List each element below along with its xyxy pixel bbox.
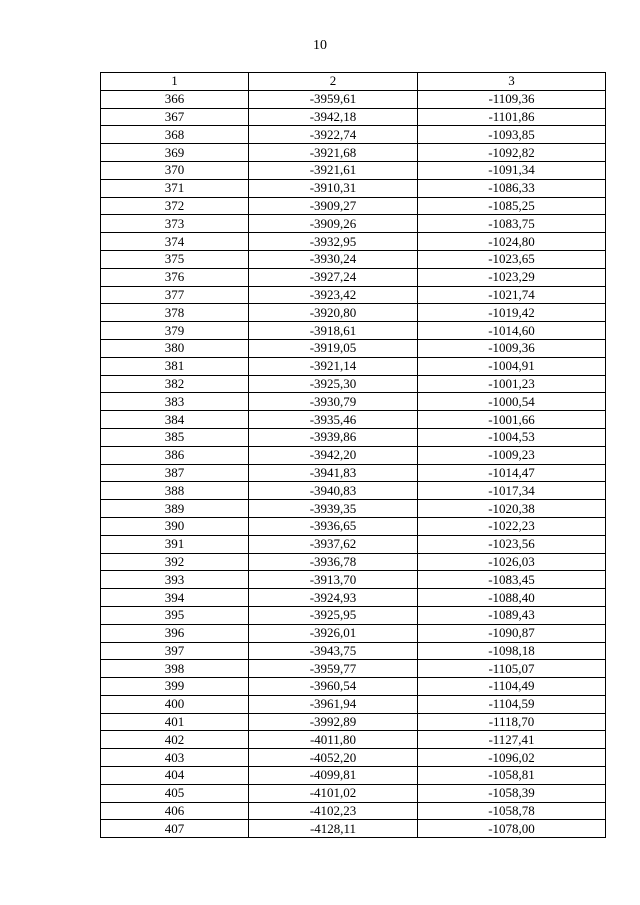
table-cell-col-1: 374 (101, 233, 249, 251)
table-cell-col-1: 394 (101, 589, 249, 607)
table-row (101, 713, 606, 731)
table-cell-col-1: 382 (101, 375, 249, 393)
table-cell-col-2: -3992,89 (249, 713, 418, 731)
table-cell-col-3: -1009,36 (418, 339, 606, 357)
table-cell-col-3: -1001,23 (418, 375, 606, 393)
table-cell-col-3: -1088,40 (418, 589, 606, 607)
table-row (101, 215, 606, 233)
table-cell-col-2: -3927,24 (249, 268, 418, 286)
table-cell-col-2: -3939,86 (249, 428, 418, 446)
table-cell-col-1: 378 (101, 304, 249, 322)
table-cell-col-1: 383 (101, 393, 249, 411)
table-cell-col-2: -3936,65 (249, 517, 418, 535)
table-cell-col-1: 398 (101, 660, 249, 678)
table-cell-col-3: -1017,34 (418, 482, 606, 500)
table-row (101, 375, 606, 393)
table-cell-col-2: -3932,95 (249, 233, 418, 251)
table-cell-col-3: -1058,39 (418, 784, 606, 802)
table-cell-col-1: 379 (101, 322, 249, 340)
table-cell-col-3: -1004,53 (418, 428, 606, 446)
table-cell-col-3: -1093,85 (418, 126, 606, 144)
page-number: 10 (313, 38, 327, 53)
table-cell-col-1: 406 (101, 802, 249, 820)
table-cell-col-1: 381 (101, 357, 249, 375)
table-cell-col-2: -3939,35 (249, 500, 418, 518)
table-row (101, 767, 606, 785)
table-cell-col-1: 404 (101, 767, 249, 785)
table-cell-col-2: -3913,70 (249, 571, 418, 589)
table-cell-col-2: -3930,79 (249, 393, 418, 411)
table-cell-col-3: -1000,54 (418, 393, 606, 411)
table-cell-col-1: 388 (101, 482, 249, 500)
table-cell-col-3: -1090,87 (418, 624, 606, 642)
table-cell-col-1: 392 (101, 553, 249, 571)
table-cell-col-2: -3936,78 (249, 553, 418, 571)
table-row (101, 802, 606, 820)
table-cell-col-3: -1089,43 (418, 606, 606, 624)
table-row (101, 571, 606, 589)
table-cell-col-3: -1078,00 (418, 820, 606, 838)
table-cell-col-2: -3919,05 (249, 339, 418, 357)
table-cell-col-2: -4011,80 (249, 731, 418, 749)
table-cell-col-2: -4102,23 (249, 802, 418, 820)
table-row (101, 161, 606, 179)
table-cell-col-2: -3935,46 (249, 411, 418, 429)
table-cell-col-3: -1019,42 (418, 304, 606, 322)
table-cell-col-1: 375 (101, 250, 249, 268)
table-cell-col-3: -1026,03 (418, 553, 606, 571)
table-row (101, 517, 606, 535)
table-cell-col-1: 391 (101, 535, 249, 553)
table-cell-col-3: -1024,80 (418, 233, 606, 251)
table-cell-col-1: 390 (101, 517, 249, 535)
table-cell-col-3: -1091,34 (418, 161, 606, 179)
table-cell-col-2: -3959,77 (249, 660, 418, 678)
table-row (101, 624, 606, 642)
table-cell-col-3: -1058,78 (418, 802, 606, 820)
table-cell-col-3: -1058,81 (418, 767, 606, 785)
table-row (101, 482, 606, 500)
table-row (101, 339, 606, 357)
table-row (101, 197, 606, 215)
data-table (100, 72, 606, 838)
table-cell-col-3: -1104,59 (418, 695, 606, 713)
table-cell-col-1: 367 (101, 108, 249, 126)
table-cell-col-1: 389 (101, 500, 249, 518)
table-cell-col-3: -1009,23 (418, 446, 606, 464)
table-cell-col-2: -3940,83 (249, 482, 418, 500)
table-cell-col-3: -1096,02 (418, 749, 606, 767)
table-cell-col-1: 366 (101, 90, 249, 108)
table-cell-col-2: -4128,11 (249, 820, 418, 838)
table-cell-col-2: -3921,68 (249, 144, 418, 162)
table-cell-col-3: -1092,82 (418, 144, 606, 162)
table-cell-col-2: -3925,95 (249, 606, 418, 624)
table-cell-col-1: 393 (101, 571, 249, 589)
table-cell-col-3: -1083,45 (418, 571, 606, 589)
table-cell-col-1: 397 (101, 642, 249, 660)
table-cell-col-3: -1014,47 (418, 464, 606, 482)
table-row (101, 428, 606, 446)
table-cell-col-3: -1023,56 (418, 535, 606, 553)
table-row (101, 108, 606, 126)
table-cell-col-1: 402 (101, 731, 249, 749)
table-cell-col-2: -3960,54 (249, 678, 418, 696)
table-row (101, 286, 606, 304)
table-row (101, 695, 606, 713)
table-cell-col-1: 377 (101, 286, 249, 304)
table-cell-col-1: 369 (101, 144, 249, 162)
table-cell-col-1: 373 (101, 215, 249, 233)
table-cell-col-1: 395 (101, 606, 249, 624)
table-row (101, 144, 606, 162)
table-header (101, 73, 606, 91)
table-cell-col-2: -3943,75 (249, 642, 418, 660)
table-cell-col-1: 386 (101, 446, 249, 464)
table-cell-col-2: -3910,31 (249, 179, 418, 197)
table-cell-col-3: -1086,33 (418, 179, 606, 197)
table-row (101, 446, 606, 464)
table-cell-col-2: -3923,42 (249, 286, 418, 304)
table-cell-col-3: -1001,66 (418, 411, 606, 429)
header-row (101, 73, 606, 91)
table-cell-col-1: 407 (101, 820, 249, 838)
header-cell-2: 2 (249, 73, 418, 91)
table-row (101, 357, 606, 375)
table-row (101, 90, 606, 108)
table-row (101, 464, 606, 482)
table-cell-col-3: -1014,60 (418, 322, 606, 340)
table-cell-col-2: -3959,61 (249, 90, 418, 108)
table-row (101, 535, 606, 553)
table-row (101, 820, 606, 838)
table-cell-col-3: -1023,65 (418, 250, 606, 268)
table-cell-col-1: 380 (101, 339, 249, 357)
table-row (101, 642, 606, 660)
table-cell-col-2: -3926,01 (249, 624, 418, 642)
table-cell-col-3: -1101,86 (418, 108, 606, 126)
table-row (101, 268, 606, 286)
table-row (101, 233, 606, 251)
table-cell-col-2: -4052,20 (249, 749, 418, 767)
table-cell-col-2: -3961,94 (249, 695, 418, 713)
table-cell-col-3: -1020,38 (418, 500, 606, 518)
table-row (101, 606, 606, 624)
table-cell-col-3: -1104,49 (418, 678, 606, 696)
table-cell-col-1: 403 (101, 749, 249, 767)
table-cell-col-3: -1105,07 (418, 660, 606, 678)
table-cell-col-2: -3918,61 (249, 322, 418, 340)
table-cell-col-2: -3942,18 (249, 108, 418, 126)
table-cell-col-2: -3937,62 (249, 535, 418, 553)
table-row (101, 126, 606, 144)
table-cell-col-1: 376 (101, 268, 249, 286)
table-cell-col-2: -3909,26 (249, 215, 418, 233)
table-cell-col-3: -1098,18 (418, 642, 606, 660)
table-cell-col-2: -3930,24 (249, 250, 418, 268)
table-cell-col-2: -4099,81 (249, 767, 418, 785)
table-row (101, 304, 606, 322)
table-cell-col-1: 387 (101, 464, 249, 482)
table-cell-col-2: -3942,20 (249, 446, 418, 464)
table-row (101, 179, 606, 197)
header-cell-1: 1 (101, 73, 249, 91)
table-cell-col-2: -4101,02 (249, 784, 418, 802)
table-cell-col-1: 399 (101, 678, 249, 696)
table-cell-col-2: -3921,61 (249, 161, 418, 179)
table-row (101, 553, 606, 571)
table-row (101, 250, 606, 268)
table-cell-col-3: -1083,75 (418, 215, 606, 233)
table-cell-col-1: 372 (101, 197, 249, 215)
table-row (101, 589, 606, 607)
table-cell-col-1: 400 (101, 695, 249, 713)
table-row (101, 500, 606, 518)
table-cell-col-1: 370 (101, 161, 249, 179)
table-cell-col-3: -1085,25 (418, 197, 606, 215)
table-cell-col-2: -3924,93 (249, 589, 418, 607)
table-cell-col-2: -3925,30 (249, 375, 418, 393)
table-cell-col-2: -3922,74 (249, 126, 418, 144)
table-cell-col-2: -3909,27 (249, 197, 418, 215)
table-cell-col-1: 385 (101, 428, 249, 446)
table-cell-col-1: 368 (101, 126, 249, 144)
table-row (101, 411, 606, 429)
table-body (101, 90, 606, 837)
table-row (101, 731, 606, 749)
table-cell-col-1: 405 (101, 784, 249, 802)
table-cell-col-3: -1127,41 (418, 731, 606, 749)
table-row (101, 393, 606, 411)
table-cell-col-3: -1023,29 (418, 268, 606, 286)
table-cell-col-1: 384 (101, 411, 249, 429)
header-cell-3: 3 (418, 73, 606, 91)
table-cell-col-1: 396 (101, 624, 249, 642)
table-row (101, 749, 606, 767)
table-cell-col-3: -1118,70 (418, 713, 606, 731)
table-cell-col-1: 371 (101, 179, 249, 197)
table-cell-col-3: -1022,23 (418, 517, 606, 535)
table-cell-col-3: -1021,74 (418, 286, 606, 304)
table-row (101, 784, 606, 802)
table-cell-col-1: 401 (101, 713, 249, 731)
table-row (101, 660, 606, 678)
table-cell-col-2: -3941,83 (249, 464, 418, 482)
table-cell-col-3: -1109,36 (418, 90, 606, 108)
table-cell-col-2: -3921,14 (249, 357, 418, 375)
table-row (101, 322, 606, 340)
table-cell-col-3: -1004,91 (418, 357, 606, 375)
table-row (101, 678, 606, 696)
table-cell-col-2: -3920,80 (249, 304, 418, 322)
